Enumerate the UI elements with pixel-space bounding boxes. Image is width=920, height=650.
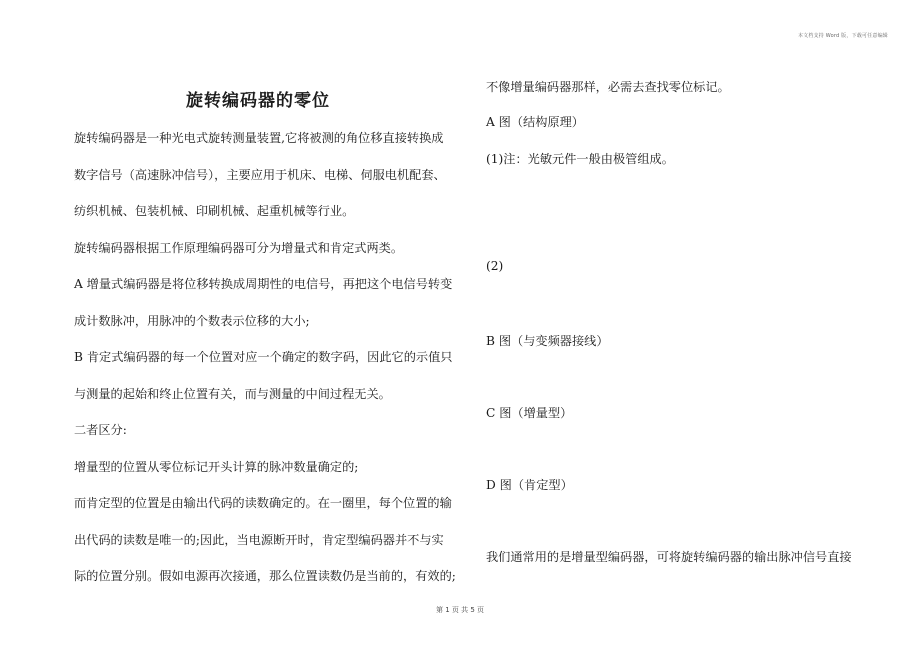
- paragraph-line: 我们通常用的是增量型编码器，可将旋转编码器的输出脉冲信号直接: [486, 550, 852, 564]
- paragraph-line: 出代码的读数是唯一的;因此，当电源断开时，肯定型编码器并不与实: [74, 532, 444, 547]
- page-footer: 第 1 页 共 5 页: [435, 606, 485, 614]
- paragraph-line: 而肯定型的位置是由输出代码的读数确定的。在一圈里，每个位置的输: [74, 496, 452, 510]
- download-watermark: 本文档支持 Word 版，下载可任意编辑: [797, 33, 888, 39]
- figure-caption-c: C 图（增量型）: [486, 406, 573, 420]
- figure-caption-b: B 图（与变频器接线）: [486, 334, 609, 348]
- paragraph-line: 纺织机械、包装机械、印刷机械、起重机械等行业。: [74, 204, 355, 218]
- paragraph-line: 成计数脉冲，用脉冲的个数表示位移的大小;: [74, 313, 310, 328]
- figure-note-2: (2): [486, 259, 504, 273]
- paragraph-line: 不像增量编码器那样，必需去查找零位标记。: [486, 80, 730, 94]
- paragraph-line: 二者区分:: [74, 423, 127, 437]
- paragraph-line: 旋转编码器是一种光电式旋转测量装置,它将被测的角位移直接转换成: [74, 131, 444, 145]
- figure-caption-d: D 图（肯定型）: [486, 478, 573, 492]
- paragraph-line: 增量型的位置从零位标记开头计算的脉冲数量确定的;: [74, 459, 359, 474]
- paragraph-line: 数字信号（高速脉冲信号），主要应用于机床、电梯、伺服电机配套、: [74, 167, 446, 182]
- paragraph-line: 旋转编码器根据工作原理编码器可分为增量式和肯定式两类。: [74, 240, 404, 255]
- paragraph-line: 与测量的起始和终止位置有关，而与测量的中间过程无关。: [74, 386, 391, 401]
- figure-caption-a: A 图（结构原理）: [486, 115, 584, 129]
- paragraph-line: B 肯定式编码器的每一个位置对应一个确定的数字码，因此它的示值只: [74, 350, 453, 364]
- page-title: 旋转编码器的零位: [186, 91, 330, 111]
- figure-note: (1)注：光敏元件一般由极管组成。: [486, 152, 674, 166]
- paragraph-line: A 增量式编码器是将位移转换成周期性的电信号，再把这个电信号转变: [74, 277, 453, 291]
- left-column: [74, 130, 474, 605]
- paragraph-line: 际的位置分别。假如电源再次接通，那么位置读数仍是当前的，有效的;: [74, 569, 456, 583]
